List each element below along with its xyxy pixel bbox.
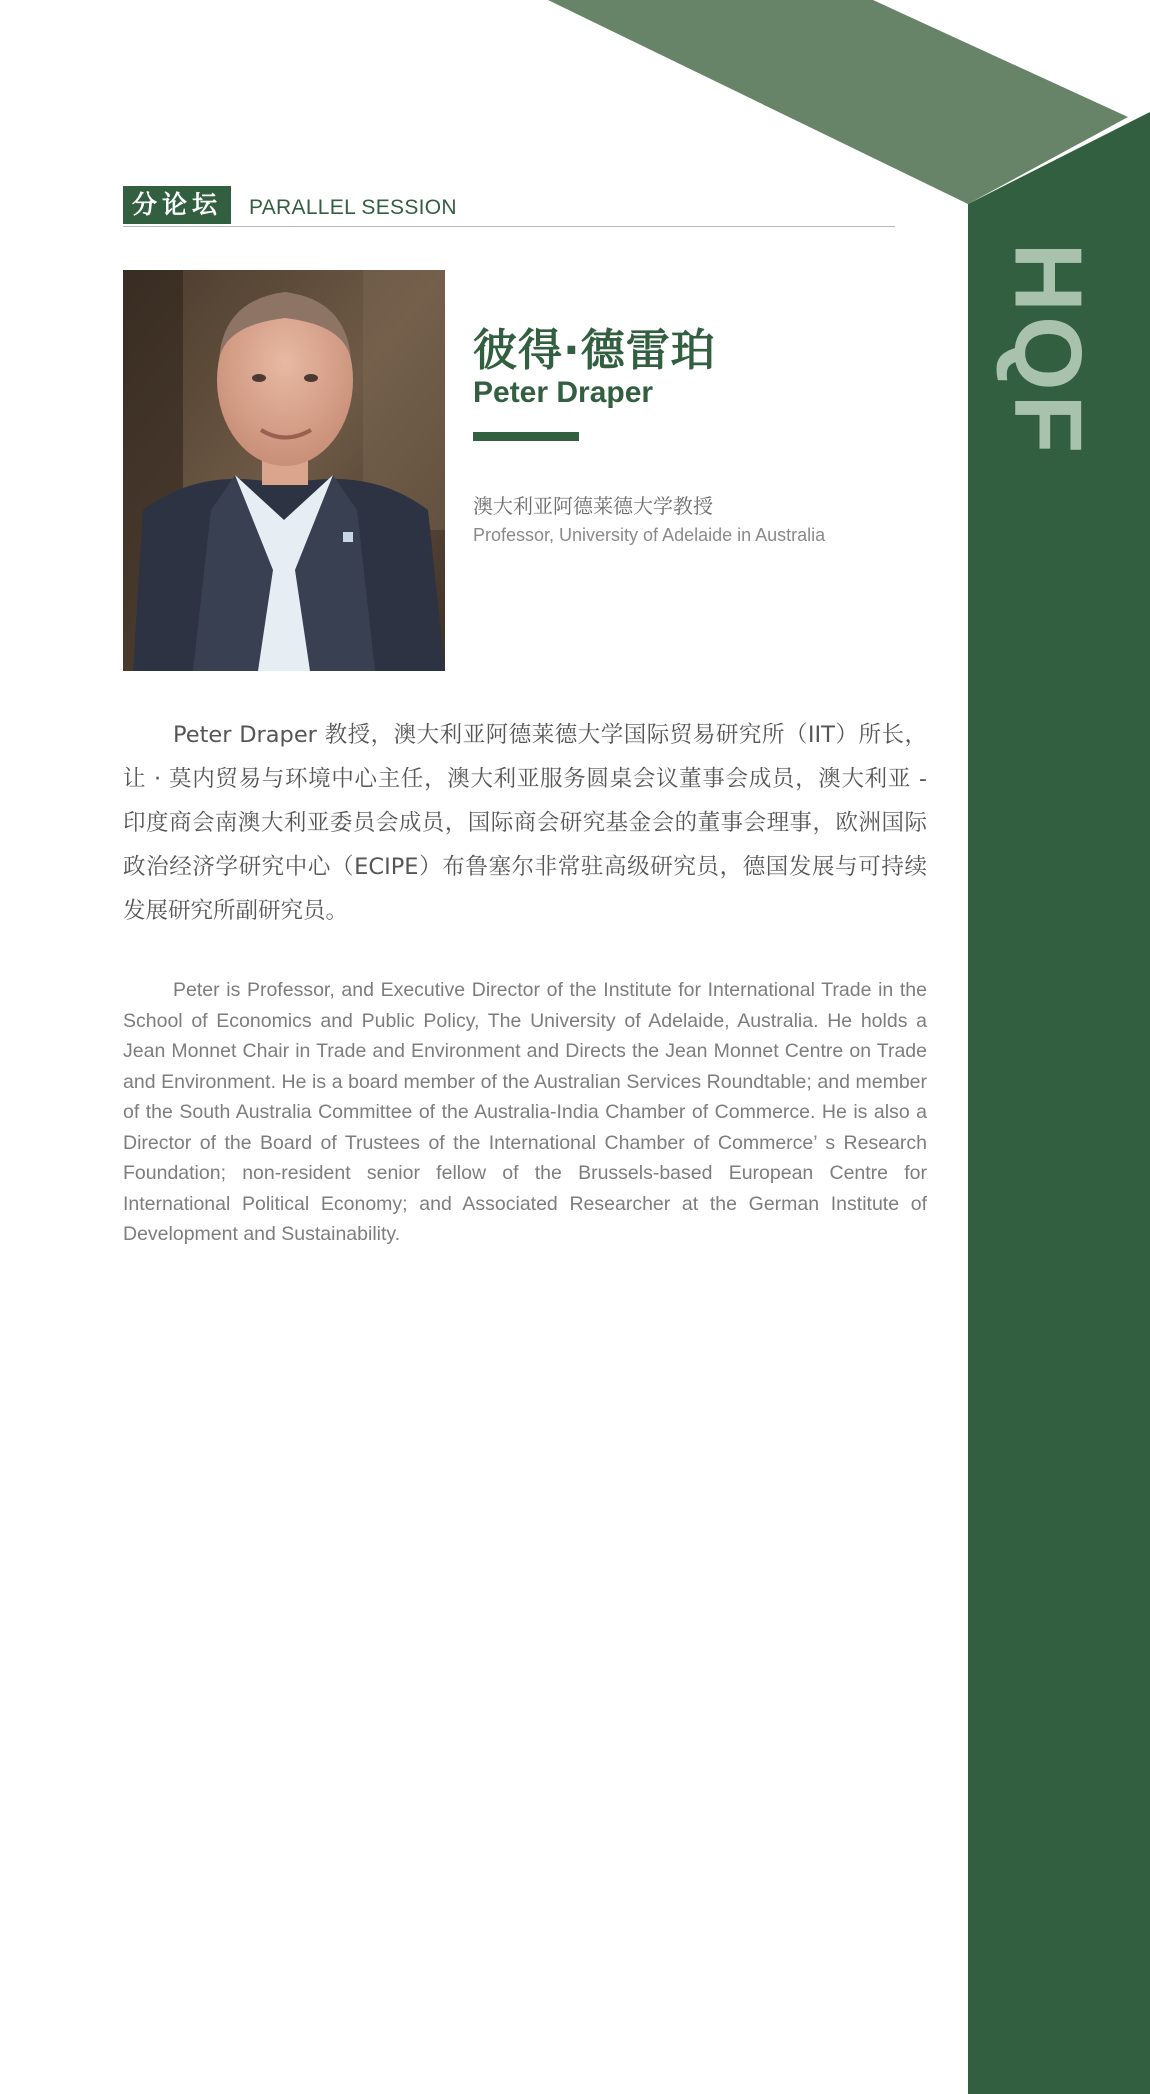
session-badge: 分论坛 — [123, 186, 231, 224]
bio-chinese: Peter Draper 教授，澳大利亚阿德莱德大学国际贸易研究所（IIT）所长，让 · 莫内贸易与环境中心主任，澳大利亚服务圆桌会议董事会成员，澳大利亚 - 印度商会南澳大利亚委员会成员，国际商会研究基金会的董事会理事，欧洲国际政治经济学研究中心（ECIPE）布鲁塞尔非常驻高级研究员，德国发展与可持续发展研究所副研究员。 — [123, 722, 927, 924]
hqf-logo-text: HQF — [994, 242, 1102, 458]
bio-english: Peter is Professor, and Executive Director of the Institute for International Trade in the School of Economics and Public Policy, The University of Adelaide, Australia. He holds a Jean Monnet Chair in Trade and Environment and Directs the Jean Monnet Centre on Trade and Environment. He is a board member of the Australian Services Roundtable; and member of the South Australia Committee of the Australia-India Chamber of Commerce. He is also a Director of the Board of Trustees of the International Chamber of Commerce’ s Research Foundation; non-resident senior fellow of the Brussels-based European Centre for International Political Economy; and Associated Researcher at the German Institute of Development and Sustainability. — [123, 979, 927, 1245]
speaker-name-english: Peter Draper — [473, 376, 654, 409]
session-label: PARALLEL SESSION — [249, 196, 457, 219]
session-header — [123, 186, 895, 227]
name-underline — [473, 432, 579, 441]
speaker-photo — [123, 270, 445, 671]
speaker-name-chinese: 彼得·德雷珀 — [473, 325, 716, 376]
speaker-title-chinese: 澳大利亚阿德莱德大学教授 — [473, 494, 713, 518]
speaker-title-english: Professor, University of Adelaide in Australia — [473, 525, 826, 545]
